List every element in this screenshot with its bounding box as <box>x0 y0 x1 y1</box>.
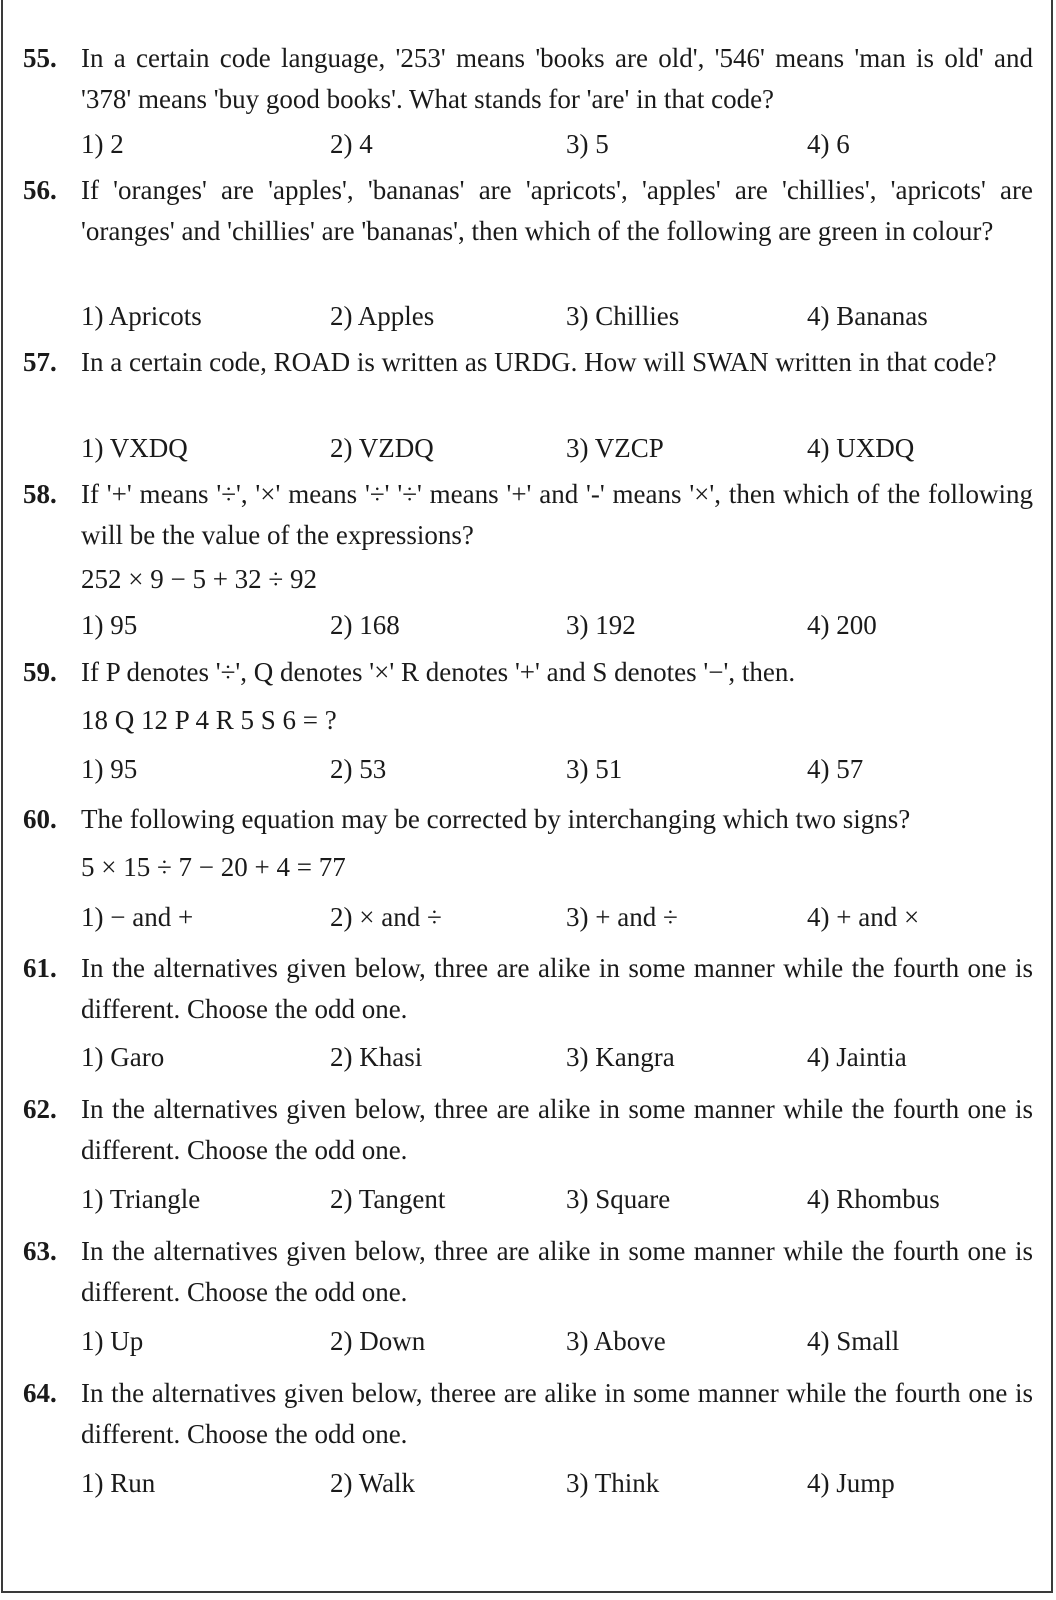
option-1[interactable]: 1) 95 <box>81 610 138 640</box>
option-1[interactable]: 1) VXDQ <box>81 433 188 463</box>
option-4[interactable]: 4) 57 <box>807 754 864 784</box>
question-text: In the alternatives given below, three are alike in some manner while the fourth one is different. Choose the odd one. <box>81 1094 1033 1165</box>
question-number: 57. <box>23 347 57 377</box>
question-text: If 'oranges' are 'apples', 'bananas' are 'apricots', 'apples' are 'chillies', 'apricots' are 'oranges' and 'chillies' are 'bananas', then which of the following are green in colour? <box>81 175 1033 246</box>
option-4[interactable]: 4) 200 <box>807 610 877 640</box>
option-3[interactable]: 3) Kangra <box>566 1042 675 1072</box>
option-3[interactable]: 3) VZCP <box>566 433 664 463</box>
option-2[interactable]: 2) Khasi <box>330 1042 423 1072</box>
option-2[interactable]: 2) Tangent <box>330 1184 446 1214</box>
option-3[interactable]: 3) Above <box>566 1326 666 1356</box>
option-2[interactable]: 2) Apples <box>330 301 435 331</box>
question-number: 63. <box>23 1236 57 1266</box>
question-number: 59. <box>23 657 57 687</box>
expression: 18 Q 12 P 4 R 5 S 6 = ? <box>81 705 337 735</box>
option-1[interactable]: 1) 2 <box>81 129 124 159</box>
option-2[interactable]: 2) × and ÷ <box>330 902 442 932</box>
question-number: 61. <box>23 953 57 983</box>
option-3[interactable]: 3) Think <box>566 1468 660 1498</box>
option-4[interactable]: 4) Jump <box>807 1468 895 1498</box>
option-1[interactable]: 1) − and + <box>81 902 194 932</box>
option-2[interactable]: 2) VZDQ <box>330 433 434 463</box>
expression: 252 × 9 − 5 + 32 ÷ 92 <box>81 564 317 594</box>
question-text: In the alternatives given below, theree are alike in some manner while the fourth one is different. Choose the odd one. <box>81 1378 1033 1449</box>
option-1[interactable]: 1) Triangle <box>81 1184 201 1214</box>
expression: 5 × 15 ÷ 7 − 20 + 4 = 77 <box>81 852 346 882</box>
question-number: 56. <box>23 175 57 205</box>
option-1[interactable]: 1) Run <box>81 1468 156 1498</box>
option-4[interactable]: 4) Bananas <box>807 301 928 331</box>
option-1[interactable]: 1) Up <box>81 1326 144 1356</box>
question-number: 60. <box>23 804 57 834</box>
option-3[interactable]: 3) Chillies <box>566 301 680 331</box>
option-4[interactable]: 4) 6 <box>807 129 850 159</box>
option-2[interactable]: 2) 168 <box>330 610 400 640</box>
question-number: 55. <box>23 43 57 73</box>
option-3[interactable]: 3) 5 <box>566 129 609 159</box>
option-2[interactable]: 2) 53 <box>330 754 387 784</box>
option-2[interactable]: 2) 4 <box>330 129 373 159</box>
question-text: In a certain code, ROAD is written as URDG. How will SWAN written in that code? <box>81 347 997 377</box>
option-3[interactable]: 3) Square <box>566 1184 671 1214</box>
question-text: If '+' means '÷', '×' means '÷' '÷' means '+' and '-' means '×', then which of the following will be the value of the expressions? <box>81 479 1033 550</box>
option-1[interactable]: 1) 95 <box>81 754 138 784</box>
option-1[interactable]: 1) Garo <box>81 1042 165 1072</box>
option-4[interactable]: 4) Rhombus <box>807 1184 940 1214</box>
option-3[interactable]: 3) 51 <box>566 754 623 784</box>
option-2[interactable]: 2) Down <box>330 1326 426 1356</box>
option-4[interactable]: 4) UXDQ <box>807 433 915 463</box>
option-3[interactable]: 3) + and ÷ <box>566 902 678 932</box>
question-text: If P denotes '÷', Q denotes '×' R denotes '+' and S denotes '−', then. <box>81 657 796 687</box>
option-4[interactable]: 4) Small <box>807 1326 900 1356</box>
option-4[interactable]: 4) + and × <box>807 902 920 932</box>
option-3[interactable]: 3) 192 <box>566 610 636 640</box>
option-1[interactable]: 1) Apricots <box>81 301 202 331</box>
question-text: In a certain code language, '253' means 'books are old', '546' means 'man is old' and '378' means 'buy good books'. What stands for 'are' in that code? <box>81 43 1033 114</box>
question-text: In the alternatives given below, three are alike in some manner while the fourth one is different. Choose the odd one. <box>81 1236 1033 1307</box>
question-number: 58. <box>23 479 57 509</box>
option-2[interactable]: 2) Walk <box>330 1468 416 1498</box>
question-number: 64. <box>23 1378 57 1408</box>
question-text: The following equation may be corrected by interchanging which two signs? <box>81 804 911 834</box>
question-number: 62. <box>23 1094 57 1124</box>
question-text: In the alternatives given below, three are alike in some manner while the fourth one is different. Choose the odd one. <box>81 953 1033 1024</box>
option-4[interactable]: 4) Jaintia <box>807 1042 907 1072</box>
